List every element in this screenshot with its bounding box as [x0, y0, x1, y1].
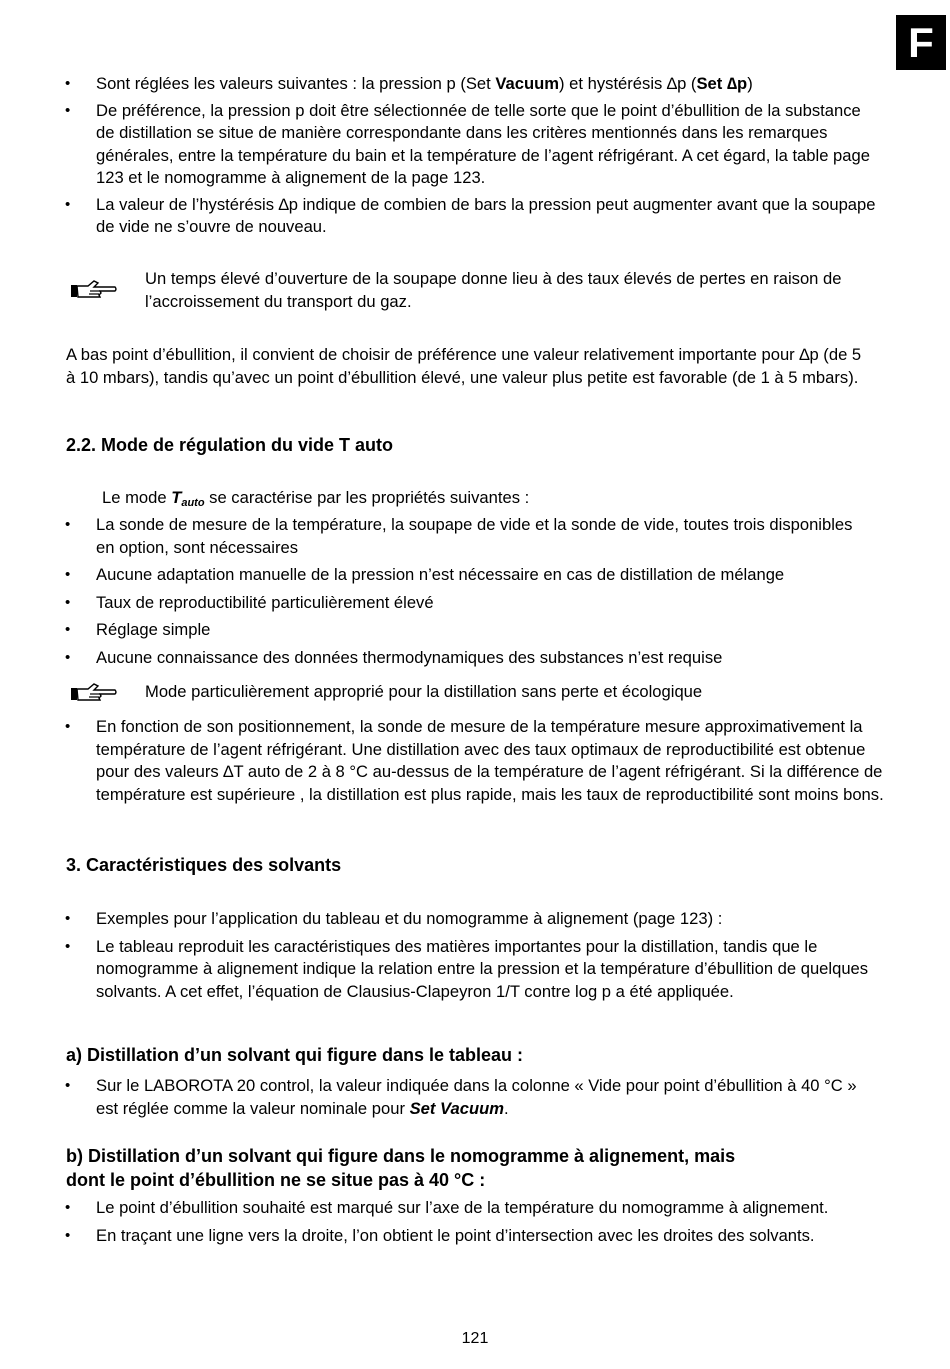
section-heading: 2.2. Mode de régulation du vide T auto: [66, 435, 394, 455]
subsection-bullets: [0, 1197, 950, 1247]
pointing-hand-icon: [70, 681, 118, 703]
list-item: • Aucune adaptation manuelle de la pression n’est nécessaire en cas de distillation de mélange: [0, 564, 950, 587]
list-item: • La valeur de l’hystérésis ∆p indique de combien de bars la pression peut augmenter avant que la soupape de vide ne s’ouvre de nouveau.: [0, 194, 950, 239]
list-item: • Sont réglées les valeurs suivantes : la pression p (Set Vacuum) et hystérésis ∆p (Set ∆p): [0, 73, 950, 96]
settings-bullets: [0, 73, 950, 239]
language-tab: F: [896, 15, 946, 70]
list-item: • Taux de reproductibilité particulièrement élevé: [0, 592, 950, 615]
list-item: • Le tableau reproduit les caractéristiques des matières importantes pour la distillation, tandis que le nomogramme à alignement indique la relation entre la pression et la température d’ébullition de quelques solvants. A cet effet, l’équation de Clausius-Clapeyron 1/T contre log p a été appliquée.: [0, 936, 950, 1004]
list-item: • En fonction de son positionnement, la sonde de mesure de la température mesure approximativement la température de l’agent réfrigérant. Une distillation avec des taux optimaux de reproductibilité est obtenue pour des valeurs ∆T auto de 2 à 8 °C au-dessus de la température de l’agent réfrigérant. Si la différence de température est supérieure , la distillation est plus rapide, mais les taux de reproductibilité sont moins bons.: [0, 716, 950, 806]
section-heading: 3. Caractéristiques des solvants: [66, 855, 342, 875]
subsection-heading: a) Distillation d’un solvant qui figure dans le tableau :: [66, 1045, 524, 1065]
paragraph: A bas point d’ébullition, il convient de choisir de préférence une valeur relativement importante pour ∆p (de 5 à 10 mbars), tandis qu’avec un point d’ébullition élevé, une valeur plus petite est favorable (de 1 à 5 mbars).: [66, 345, 862, 387]
list-item: • De préférence, la pression p doit être sélectionnée de telle sorte que le point d’ébullition de la substance de distillation se situe de manière correspondante dans les critères mentionnés dans les remarques générales, entre la température du bain et la température de l’agent réfrigérant. A cet égard, la table page 123 et le nomogramme à alignement de la page 123.: [0, 100, 950, 190]
list-item: • Sur le LABOROTA 20 control, la valeur indiquée dans la colonne « Vide pour point d’ébullition à 40 °C » est réglée comme la valeur nominale pour Set Vacuum.: [0, 1075, 950, 1120]
pointing-hand-icon: [70, 278, 118, 300]
list-item: • Aucune connaissance des données thermodynamiques des substances n’est requise: [0, 647, 950, 670]
section-intro: Le mode $T_{auto}$ se caractérise par les propriétés suivantes :: [102, 488, 530, 509]
subsection-bullets: [0, 1075, 950, 1120]
note-text: Mode particulièrement approprié pour la distillation sans perte et écologique: [145, 682, 703, 701]
list-item: • Réglage simple: [0, 619, 950, 642]
page-number: 121: [461, 1330, 489, 1347]
note-text: Un temps élevé d’ouverture de la soupape donne lieu à des taux élevés de pertes en raison de l’accroissement du transport du gaz.: [145, 269, 842, 311]
list-item: • En traçant une ligne vers la droite, l’on obtient le point d’intersection avec les droites des solvants.: [0, 1225, 950, 1248]
list-item: • Exemples pour l’application du tableau et du nomogramme à alignement (page 123) :: [0, 908, 950, 931]
list-item: • Le point d’ébullition souhaité est marqué sur l’axe de la température du nomogramme à alignement.: [0, 1197, 950, 1220]
positioning-bullet: [0, 716, 950, 806]
solvent-bullets: [0, 908, 950, 1003]
property-list: [0, 514, 950, 669]
list-item: • La sonde de mesure de la température, la soupape de vide et la sonde de vide, toutes trois disponibles en option, sont nécessaires: [0, 514, 950, 559]
subsection-heading: b) Distillation d’un solvant qui figure dans le nomogramme à alignement, mais dont le point d’ébullition ne se situe pas à 40 °C :: [66, 1146, 736, 1190]
